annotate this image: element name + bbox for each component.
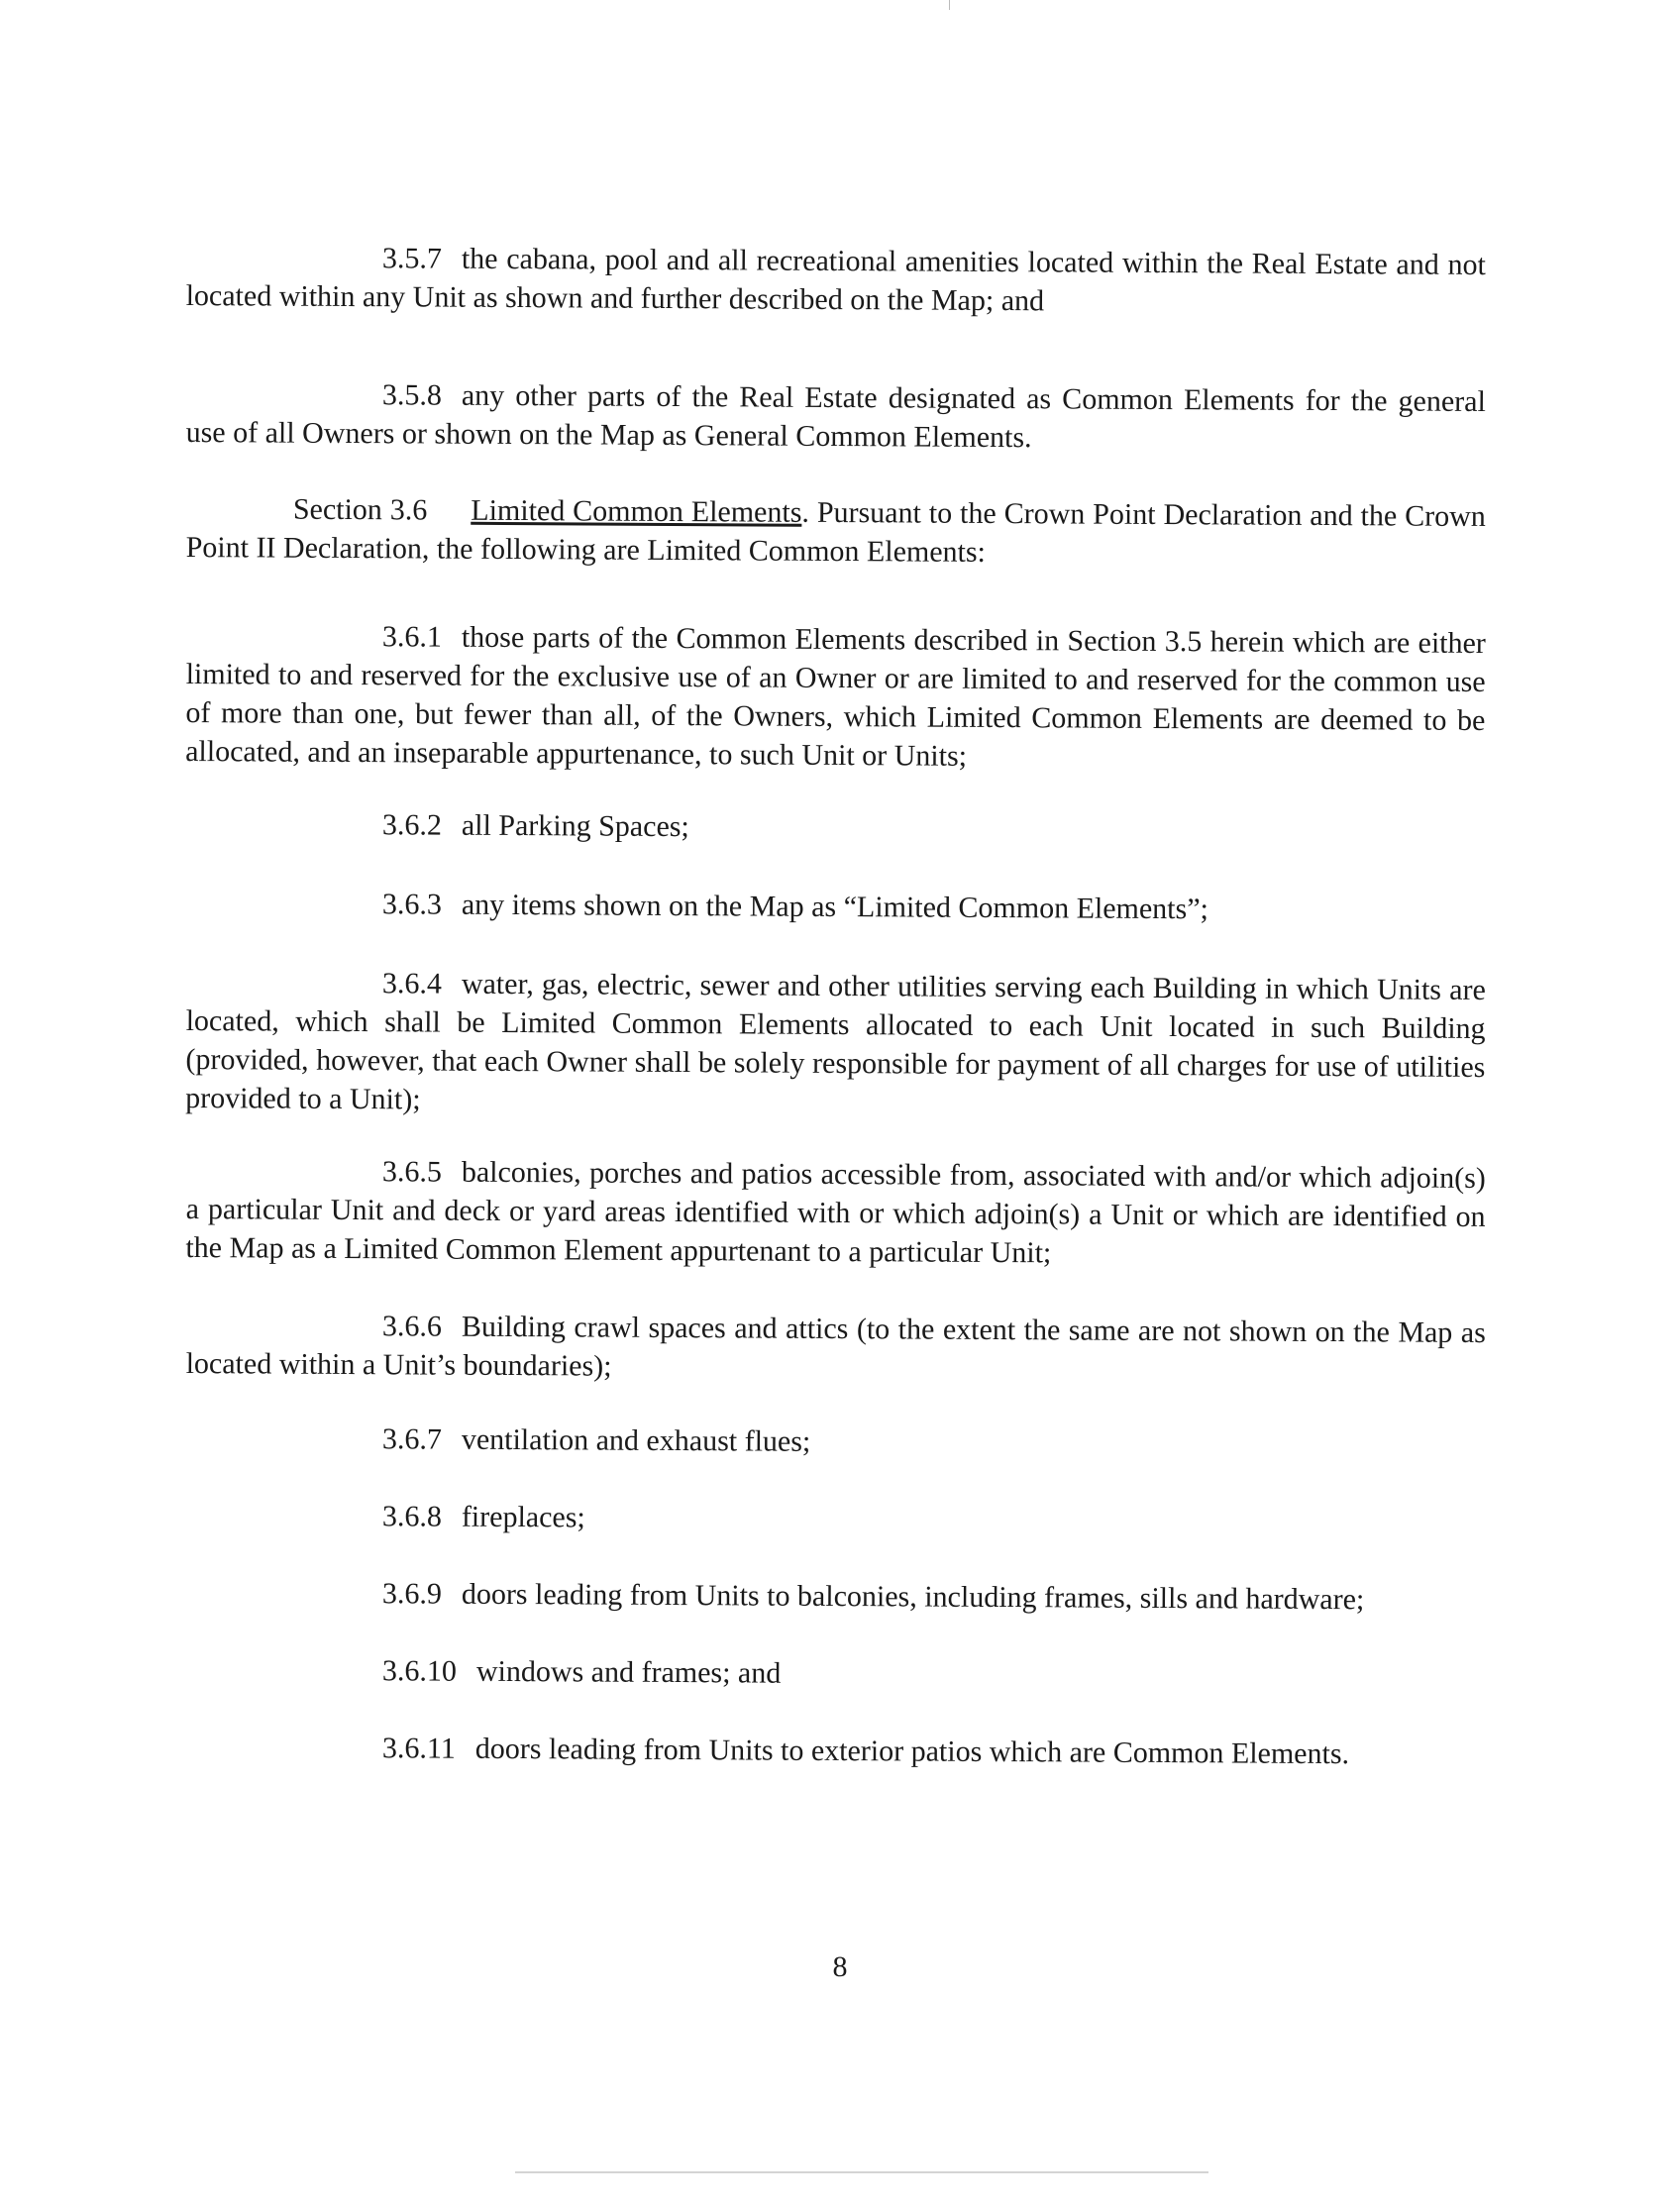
paragraph-3-6-1 — [185, 616, 1486, 779]
paragraph-3-5-8 — [186, 374, 1486, 460]
section-3-6 — [186, 489, 1486, 575]
paragraph-text: windows and frames; and — [475, 1654, 782, 1690]
paragraph-number: 3.6.8 — [381, 1500, 442, 1533]
paragraph-text: doors leading from Units to balconies, including frames, sills and hardware; — [461, 1577, 1365, 1617]
paragraph-text: fireplaces; — [461, 1500, 585, 1534]
paragraph-text: any other parts of the Real Estate designated as Common Elements for the general use of all Owners or shown on the Map as General Common Elements. — [185, 378, 1486, 455]
paragraph-3-6-7 — [186, 1419, 1486, 1465]
paragraph-text: those parts of the Common Elements described in Section 3.5 herein which are either limited to and reserved for the exclusive use of an Owner or are limited to and reserved for the common use of more than one, but fewer than all, of the Owners, which Limited Common Elements are deemed to be allocated, and an inseparable appurtenance, to such Unit or Units; — [185, 620, 1486, 773]
paragraph-3-6-4 — [185, 963, 1486, 1125]
paragraph-3-6-3 — [186, 884, 1486, 930]
paragraph-number: 3.6.7 — [381, 1422, 442, 1456]
paragraph-number: 3.6.9 — [381, 1577, 442, 1611]
paragraph-number: 3.6.2 — [381, 808, 442, 842]
paragraph-number: 3.6.3 — [381, 888, 442, 921]
paragraph-3-6-10 — [186, 1650, 1486, 1697]
paragraph-number: 3.5.7 — [381, 242, 442, 275]
paragraph-3-6-2 — [186, 804, 1486, 851]
paragraph-3-6-8 — [186, 1496, 1486, 1542]
page-number: 8 — [832, 1950, 848, 1983]
paragraph-text: the cabana, pool and all recreational amenities located within the Real Estate and not located within any Unit as shown and further described on the Map; and — [185, 242, 1486, 318]
paragraph-number: 3.6.5 — [381, 1155, 442, 1189]
section-heading: Limited Common Elements — [471, 493, 802, 529]
paragraph-number: 3.6.6 — [381, 1310, 442, 1343]
paragraph-text: doors leading from Units to exterior patios which are Common Elements. — [474, 1732, 1350, 1771]
paragraph-3-5-7 — [186, 238, 1486, 323]
paragraph-number: 3.5.8 — [381, 378, 442, 412]
scan-artifact-top — [949, 0, 950, 10]
paragraph-3-6-5 — [185, 1151, 1486, 1275]
paragraph-3-6-6 — [186, 1306, 1486, 1391]
paragraph-text: Building crawl spaces and attics (to the extent the same are not shown on the Map as located within a Unit’s boundaries); — [185, 1310, 1486, 1383]
paragraph-number: 3.6.1 — [381, 620, 442, 654]
paragraph-number: 3.6.11 — [381, 1732, 456, 1765]
scan-artifact-bottom — [515, 2171, 1208, 2173]
paragraph-text: . Pursuant to the Crown Point Declaration and the Crown Point II Declaration, the following are Limited Common Elements: — [185, 495, 1486, 569]
paragraph-text: all Parking Spaces; — [461, 808, 689, 844]
paragraph-number: 3.6.10 — [381, 1654, 457, 1688]
paragraph-text: ventilation and exhaust flues; — [461, 1422, 811, 1458]
paragraph-text: any items shown on the Map as “Limited Common Elements”; — [461, 888, 1209, 926]
paragraph-3-6-11 — [186, 1728, 1486, 1774]
paragraph-text: balconies, porches and patios accessible from, associated with and/or which adjoin(s) a particular Unit and deck or yard areas identified with or which adjoin(s) a Unit or which are identified on the Map as a Limited Common Element appurtenant to a particular Unit; — [185, 1155, 1486, 1270]
paragraph-3-6-9 — [186, 1573, 1486, 1620]
paragraph-number: 3.6.4 — [381, 967, 442, 1000]
section-number: Section 3.6 — [292, 492, 428, 527]
paragraph-text: water, gas, electric, sewer and other utilities serving each Building in which Units are located, which shall be Limited Common Elements allocated to each Unit located in such Building (provided, however, that each Owner shall be solely responsible for payment of all charges for use of utilities provided to a Unit); — [185, 967, 1486, 1116]
